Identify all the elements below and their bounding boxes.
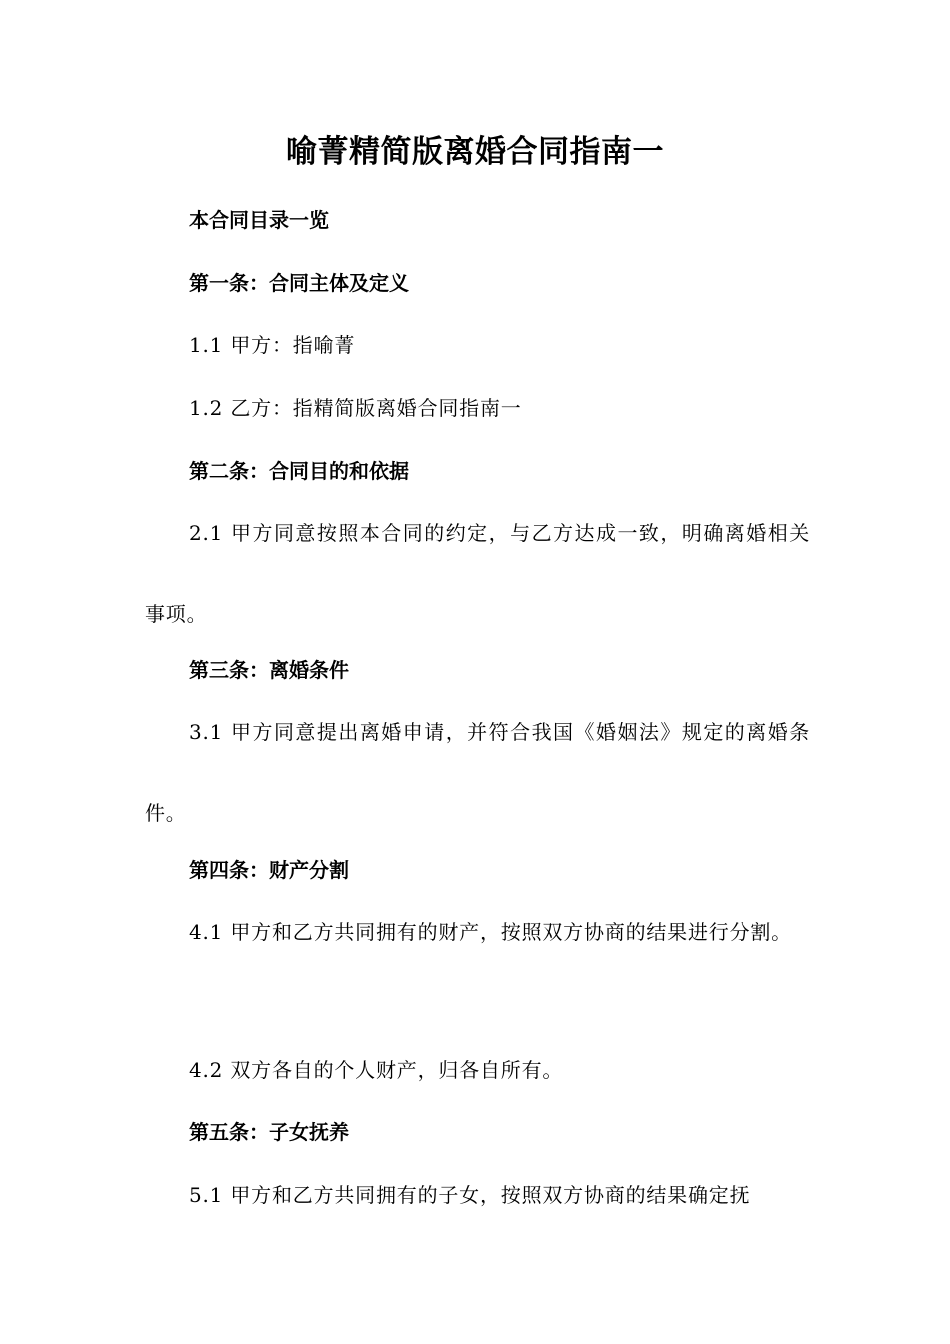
clause-text: 4.2 双方各自的个人财产，归各自所有。	[189, 1058, 564, 1082]
section-heading: 第四条：财产分割	[189, 858, 349, 882]
toc-heading: 本合同目录一览	[189, 208, 329, 232]
clause-text: 2.1 甲方同意按照本合同的约定，与乙方达成一致，明确离婚相关事项。	[145, 521, 810, 626]
clause-text: 1.1 甲方：指喻菁	[189, 333, 356, 357]
clause-text: 5.1 甲方和乙方共同拥有的子女，按照双方协商的结果确定抚	[189, 1183, 751, 1207]
section-heading: 第二条：合同目的和依据	[189, 459, 409, 483]
clause-text: 1.2 乙方：指精简版离婚合同指南一	[189, 396, 522, 420]
section-heading: 第三条：离婚条件	[189, 658, 349, 682]
document-title: 喻菁精简版离婚合同指南一	[286, 134, 664, 170]
section-heading: 第五条：子女抚养	[189, 1120, 349, 1144]
clause-text: 4.1 甲方和乙方共同拥有的财产，按照双方协商的结果进行分割。	[189, 920, 792, 944]
clause-text: 3.1 甲方同意提出离婚申请，并符合我国《婚姻法》规定的离婚条件。	[145, 720, 810, 825]
section-heading: 第一条：合同主体及定义	[189, 271, 409, 295]
